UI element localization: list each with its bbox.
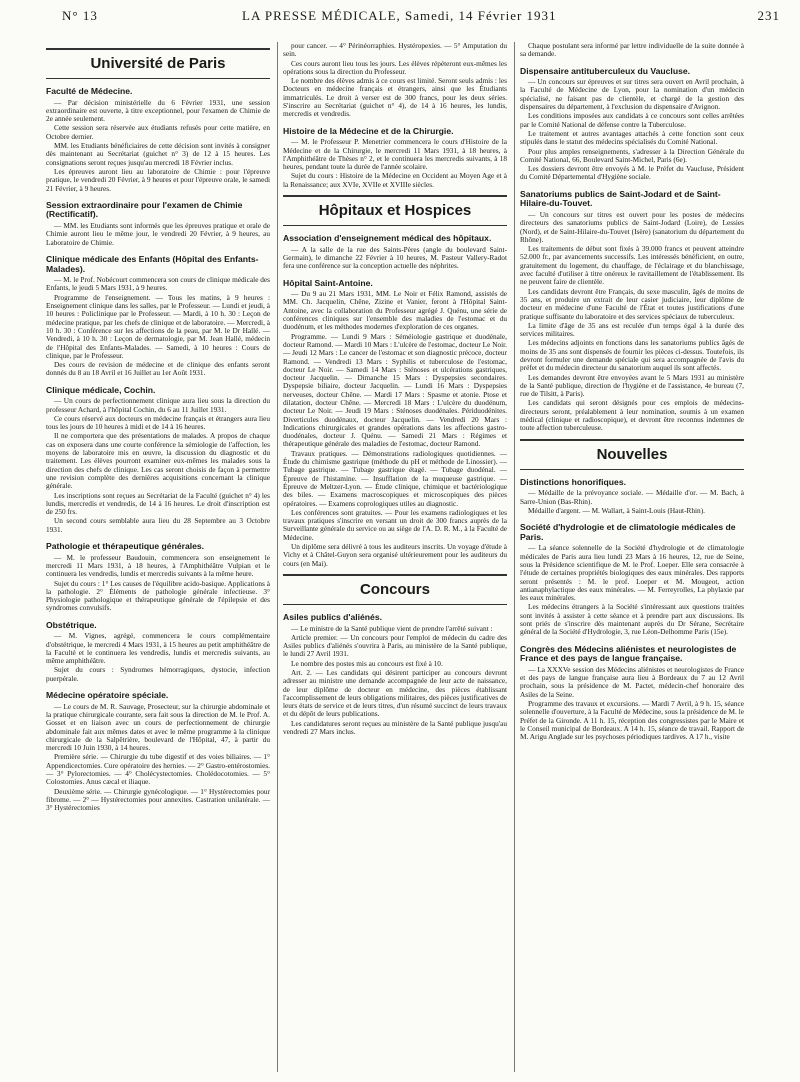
article-paragraph: — MM. les Etudiants sont informés que les épreuves pratique et orale de Chimie auront lieu le même jour, le vendredi 20 Février, à 9 heures, au Laboratoire de Chimie. <box>46 221 270 247</box>
article-paragraph: Les dossiers devront être envoyés à M. le Préfet du Vaucluse, Président du Comité Départemental d'Hygiène sociale. <box>520 164 744 182</box>
continued-article <box>283 42 507 119</box>
article-paragraph: Les demandes devront être envoyées avant le 5 Mars 1931 au ministère de la Santé publique, direction de l'hygiène et de l'assistance, 4e bureau (7, rue de Tilsitt, à Paris). <box>520 372 744 399</box>
continued-article <box>520 42 744 59</box>
article <box>520 478 744 515</box>
article-paragraph: — La séance solennelle de la Société d'hydrologie et de climatologie médicales de Paris aura lieu lundi 23 Mars à 16 heures, 12, rue de Seine, sous la Présidence scientifique de M. le Prof. Loeper. Elle sera consacrée à l'étude de certaines propriétés biologiques des eaux minérales. Des rapports seront présentés : M. le prof. Loeper et M. Mougeot, action antianaphylactique des eaux minérales. — M. Ferreyrolles, La phylaxie par les eaux minérales. <box>520 543 744 603</box>
article-paragraph: Les traitements de début sont fixés à 39.000 francs et peuvent atteindre 52.000 fr., par avancements successifs. Les intéressés bénéficient, en outre, gratuitement du logement, du chauffage, de l'éclairage et du blanchissage, avec faculté d'utiliser à titre onéreux le ravitaillement de l'établissement. Ils ne peuvent faire de clientèle. <box>520 244 744 287</box>
article-heading: Sanatoriums publics de Saint-Jodard et de Saint-Hilaire-du-Touvet. <box>520 188 721 209</box>
article-paragraph: — Par décision ministérielle du 6 Février 1931, une session extraordinaire est ouverte, à titre exceptionnel, pour l'examen de Chimie de 2e année seulement. <box>46 97 270 124</box>
article-paragraph: — Un concours sur titres est ouvert pour les postes de médecins directeurs des sanatoriums publics de Saint-Jodard (Loire), de Lessies (Nord), et de Saint-Hilaire-du-Touvet (Isère) (sanatorium du département du Rhône). <box>520 209 744 244</box>
section-heading-nouvelles: Nouvelles <box>520 439 744 470</box>
column-rule <box>514 42 515 1072</box>
article-heading: Obstétrique. <box>46 619 97 630</box>
article <box>46 87 270 193</box>
article-paragraph: La limite d'âge de 35 ans est reculée d'un temps égal à la durée des services militaires. <box>520 320 744 339</box>
page-number-left: N° 13 <box>62 8 98 23</box>
article-paragraph: — A la salle de la rue des Saints-Pères (angle du boulevard Saint-Germain), le dimanche 22 Février à 10 heures, M. Pasteur Vallery-Radot fera une conférence sur la conception actuelle des néphrites. <box>283 244 507 271</box>
article-paragraph: Médaille d'argent. — M. Wallart, à Saint-Louis (Haut-Rhin). <box>528 505 705 515</box>
column-rule <box>277 42 278 1072</box>
article-paragraph: Article premier. — Un concours pour l'emploi de médecin du cadre des Asiles publics d'aliénés s'ouvrira à Paris, au ministère de la Santé publique, le lundi 27 Avril 1931. <box>283 632 507 659</box>
article <box>283 613 507 736</box>
article-heading: Faculté de Médecine. <box>46 86 133 96</box>
article <box>46 542 270 613</box>
article-paragraph: — M. le Professeur P. Menetrier commencera le cours d'Histoire de la Médecine et de la Chirurgie, le mercredi 11 Mars 1931, à 18 heures, à l'Amphithéâtre de Thèses n° 2, et le continuera les mercredis suivants, à 18 heures, pendant toute la durée de l'année scolaire. <box>283 137 507 172</box>
column-1 <box>46 42 270 1072</box>
article-paragraph: — La XXXVe session des Médecins aliénistes et neurologistes de France et des pays de langue française aura lieu à Bordeaux du 7 au 12 Avril prochain, sous la présidence de M. Pactet, médecin-chef honoraire des Asiles de la Seine. <box>520 664 744 699</box>
article-paragraph: Les médecins adjoints en fonctions dans les sanatoriums publics âgés de moins de 35 ans sont dispensés de fournir les pièces ci-dessus. Toutefois, ils devront formuler une demande spéciale qui sera accompagnée de l'avis du préfet et du médecin directeur du sanatorium auquel ils sont affectés. <box>520 338 744 373</box>
article-paragraph: Le nombre des postes mis au concours est fixé à 10. <box>291 658 443 668</box>
article-heading: Hôpital Saint-Antoine. <box>283 277 373 288</box>
article-paragraph: Ces cours auront lieu tous les jours. Les élèves répéteront eux-mêmes les opérations sous la direction du Professeur. <box>283 58 507 76</box>
article-paragraph: Des cours de revision de médecine et de clinique des enfants seront donnés du 8 au 18 Avril et 16 Juillet au 1er Août 1931. <box>46 360 270 378</box>
section-heading-hopitaux: Hôpitaux et Hospices <box>283 195 507 226</box>
journal-title: LA PRESSE MÉDICALE, Samedi, 14 Février 1931 <box>242 8 557 23</box>
article-heading: Dispensaire antituberculeux du Vaucluse. <box>520 65 691 76</box>
article-paragraph: — Le cours de M. R. Sauvage, Prosecteur, sur la chirurgie abdominale et la pratique chirurgicale courante, sera fait sous la direction de M. le Prof. A. Gosset et en liaison avec un cours de perfectionnement de chirurgie abdominale fait aux mêmes dates et avec le même programme à la clinique chirurgicale de la Salpêtrière, boulevard de l'Hôpital, 47, à partir du mercredi 10 Juin 1930, à 14 heures. <box>46 701 270 753</box>
article-heading: Pathologie et thérapeutique générales. <box>46 541 205 552</box>
article <box>520 67 744 182</box>
article-paragraph: — Médaille de la prévoyance sociale. — Médaille d'or. — M. Bach, à Sarre-Union (Bas-Rhin). <box>520 488 744 506</box>
article-paragraph: — M. le Prof. Nobécourt commencera son cours de clinique médicale des Enfants, le jeudi 5 Mars 1931, à 9 heures. <box>46 275 270 293</box>
article-paragraph: Un second cours semblable aura lieu du 28 Septembre au 3 Octobre 1931. <box>46 516 270 534</box>
article-paragraph: Programme des travaux et excursions. — Mardi 7 Avril, à 9 h. 15, séance solennelle d'ouverture, à la Faculté de Médecine, sous la présidence de M. le Préfet de la Gironde. A 11 h. 15, réception des congressistes par le Maire et le Conseil municipal de Bordeaux. A 14 h. 15, séance de travail. Rapport de M. Arigu Anglade sur les psychoses périodiques tardives. A 17 h., visite <box>520 698 744 742</box>
article-list <box>283 234 507 568</box>
article-heading: Médecine opératoire spéciale. <box>46 690 169 701</box>
article <box>520 190 744 433</box>
article-paragraph: Les médecins étrangers à la Société s'intéressant aux questions traitées sont invités à assister à cette séance et à prendre part aux discussions. Ils sont priés de s'inscrire dès maintenant auprès du Dr Sérane, Secrétaire général de la Société d'Hydrologie, 3, rue Léon-Delhomme Paris (15e). <box>520 602 744 637</box>
article-paragraph: — M. le professeur Baudouin, commencera son enseignement le mercredi 11 Mars 1931, à 18 heures, à l'Amphithéâtre Vulpian et le continuera les vendredis, lundis et mercredis suivants à la même heure. <box>46 552 270 579</box>
article-paragraph: — Un cours de perfectionnement clinique aura lieu sous la direction du professeur Achard, à l'hôpital Cochin, du 6 au 11 Juillet 1931. <box>46 396 270 414</box>
article-paragraph: Travaux pratiques. — Démonstrations radiologiques quotidiennes. — Étude du chimisme gastrique (méthode du pH et méthode de Linossier). — Tubage gastrique. — Tubage gastrique étagé. — Tubage duodénal. — Épreuve de l'histamine. — Insufflation de la muqueuse gastrique. — Épreuve de Meltzer-Lyon. — Étude clinique, chimique et bactériologique des biles. — Examens macroscopiques et microscopiques des pièces opératoires. — Examens coprologiques utiles au diagnostic. <box>283 448 507 508</box>
article-paragraph: Chaque postulant sera informé par lettre individuelle de la suite donnée à sa demande. <box>520 42 744 59</box>
article-list <box>520 67 744 433</box>
article-paragraph: — Le ministre de la Santé publique vient de prendre l'arrêté suivant : <box>291 623 493 633</box>
article-paragraph: Pour plus amples renseignements, s'adresser à la Direction Générale du Comité National, 66, Boulevard Saint-Michel, Paris (6e). <box>520 146 744 164</box>
running-header <box>62 8 780 26</box>
article <box>520 523 744 636</box>
article-paragraph: MM. les Etudiants bénéficiaires de cette décision sont invités à consigner dès maintenant au Secrétariat (guichet n° 3) de 12 à 15 heures. Les consignations seront reçues jusqu'au mercredi 18 Février inclus. <box>46 141 270 167</box>
article <box>46 255 270 378</box>
column-2 <box>283 42 507 1072</box>
article-heading: Société d'hydrologie et de climatologie médicales de Paris. <box>520 522 736 542</box>
article-paragraph: Les conditions imposées aux candidats à ce concours sont celles arrêtées par le Comité National de défense contre la Tuberculose. <box>520 111 744 129</box>
article-paragraph: Les inscriptions sont reçues au Secrétariat de la Faculté (guichet n° 4) les lundis, mercredis et vendredis, de 14 à 16 heures. Le droit d'inscription est de 250 frs. <box>46 490 270 517</box>
article-paragraph: Il ne comportera que des présentations de malades. A propos de chaque cas on exposera dans une courte conférence la sémiologie de l'affection, les moyens de laboratoire mis en œuvre, la discussion du diagnostic et du traitement. Les élèves pourront examiner eux-mêmes les malades sous la direction des chefs de clinique. Les cas seront choisis de façon à permettre une revision complète des dernières acquisitions concernant la clinique générale. <box>46 431 270 491</box>
article-paragraph: Un diplôme sera délivré à tous les auditeurs inscrits. Un voyage d'étude à Vichy et à Châtel-Guyon sera organisé ultérieurement pour les auditeurs du cours (en Mai). <box>283 542 507 568</box>
article-paragraph: Les épreuves auront lieu au laboratoire de Chimie : pour l'épreuve pratique, le vendredi 20 Février, à 9 heures et pour l'épreuve orale, le samedi 21 Février, à 9 heures. <box>46 166 270 193</box>
article-heading: Congrès des Médecins aliénistes et neurologistes de France et des pays de langue française. <box>520 643 737 664</box>
article <box>46 386 270 534</box>
article-paragraph: — Du 9 au 21 Mars 1931, MM. Le Noir et Félix Ramond, assistés de MM. Ch. Jacquelin, Chêne, Zizine et Vanier, feront à l'Hôpital Saint-Antoine, avec la collaboration du Professeur agrégé J. Quénu, une série de conférences cliniques sur l'ensemble des maladies de l'estomac et du duodénum, et les méthodes modernes d'exploration de ces organes. <box>283 289 507 332</box>
article-paragraph: pour cancer. — 4° Périnéorraphies. Hystéropexies. — 5° Amputation du sein. <box>283 42 507 59</box>
article-paragraph: Les candidats qui seront désignés pour ces emplois de médecins-directeurs seront, préalablement à leur nomination, soumis à un examen médical (clinique et radioscopique), et devront être reconnus indemnes de toute affection tuberculeuse. <box>520 398 744 433</box>
article-list <box>283 613 507 736</box>
article-paragraph: Les conférences sont gratuites. — Pour les examens radiologiques et les travaux pratiques s'inscrire en versant un droit de 300 francs auprès de la Surveillante générale du service ou au siège de l'A. D. R. M., à la Faculté de Médecine. <box>283 507 507 542</box>
article <box>46 691 270 812</box>
article-heading: Histoire de la Médecine et de la Chirurgie. <box>283 125 454 136</box>
article-heading: Distinctions honorifiques. <box>520 476 626 487</box>
article-heading: Session extraordinaire pour l'examen de Chimie (Rectificatif). <box>46 199 243 220</box>
article-paragraph: Le nombre des élèves admis à ce cours est limité. Seront seuls admis : les Docteurs en médecine français et étrangers, ainsi que les Étudiants immatriculés. Le droit à verser est de 300 francs, pour les deux séries. S'inscrire au Secrétariat (guichet n° 4), de 14 à 16 heures, les lundis, mercredis et vendredis. <box>283 76 507 119</box>
article-paragraph: Art. 2. — Les candidats qui désirent participer au concours devront adresser au ministre une demande accompagnée de leur acte de naissance, de leur diplôme de docteur en médecine, des pièces établissant l'accomplissement de leurs obligations militaires, des pièces justificatives de leurs états de service et de leurs titres, d'un résumé succinct de leurs travaux et du dépôt de leurs publications. <box>283 668 507 719</box>
article-paragraph: — M. Vignes, agrégé, commencera le cours complémentaire d'obstétrique, le mercredi 4 Mars 1931, à 15 heures au petit amphithéâtre de la Faculté et le continuera les vendredis, lundis et mercredis suivants, au même amphithéâtre. <box>46 631 270 666</box>
section-heading-concours: Concours <box>283 574 507 605</box>
article-paragraph: Programme. — Lundi 9 Mars : Séméiologie gastrique et duodénale, docteur Ramond. — Mardi 10 Mars : L'ulcère de l'estomac, docteur Le Noir. — Jeudi 12 Mars : Le cancer de l'estomac et son diagnostic précoce, docteur Ramond. — Vendredi 13 Mars : Syphilis et tuberculose de l'estomac, docteur Le Noir. — Samedi 14 Mars : Sténoses et ulcérations gastriques, docteur Jacquelin. — Dimanche 15 Mars : Dyspepsies secondaires. Dyspepsie biliaire, docteur Jacquelin. — Lundi 16 Mars : Dyspepsies nerveuses, docteur Chêne. — Mardi 17 Mars : Spasme et atonie. Ptose et dilatation, docteur Chêne. — Mercredi 18 Mars : L'ulcère du duodénum, docteur Le Noir. — Jeudi 19 Mars : Sténoses duodénales. Périduodénites. Diverticules duodénaux, docteur Jacquelin. — Vendredi 20 Mars : Indications chirurgicales et grandes opérations dans les affections gastro-duodénales, docteur J. Quénu. — Samedi 21 Mars : Régimes et thérapeutique générale des maladies de l'estomac, docteur Ramond. <box>283 331 507 449</box>
article-paragraph: Les candidats devront être Français, du sexe masculin, âgés de moins de 35 ans, et produire un extrait de leur casier judiciaire, leur diplôme de docteur en médecine d'une Faculté de l'État et toutes justifications d'une pratique suffisante du laboratoire et des services spéciaux de tuberculeux. <box>520 286 744 321</box>
article-heading: Association d'enseignement médical des hôpitaux. <box>283 233 492 244</box>
article-heading: Clinique médicale, Cochin. <box>46 384 156 395</box>
section-heading-universite: Université de Paris <box>46 48 270 79</box>
article <box>283 279 507 568</box>
article-list <box>46 87 270 813</box>
article <box>46 201 270 247</box>
article-paragraph: Les candidatures seront reçues au ministère de la Santé publique jusqu'au vendredi 27 Mars inclus. <box>283 718 507 737</box>
article-paragraph: Ce cours réservé aux docteurs en médecine français et étrangers aura lieu tous les jours de 10 heures à midi et de 14 à 16 heures. <box>46 413 270 432</box>
article-paragraph: Première série. — Chirurgie du tube digestif et des voies biliaires. — 1° Appendicectomies. Cure opératoire des hernies. — 2° Gastro-entérostomies. — 3° Pylorectomies. — 4° Cholécystectomies. Cholédocotomies. — 5° Colostomies. Anus cæcal et iliaque. <box>46 752 270 787</box>
article-paragraph: — Un concours sur épreuves et sur titres sera ouvert en Avril prochain, à la Faculté de Médecine de Lyon, pour la nomination d'un médecin spécialisé, ne faisant pas de clientèle, et chargé de la gestion des dispensaires du département, à l'exclusion du dispensaire d'Avignon. <box>520 77 744 112</box>
column-3 <box>520 42 744 1072</box>
article <box>283 234 507 270</box>
article <box>46 621 270 683</box>
article-heading: Clinique médicale des Enfants (Hôpital des Enfants-Malades). <box>46 253 259 274</box>
article-paragraph: Cette session sera réservée aux étudiants refusés pour cette matière, en Octobre dernier. <box>46 123 270 141</box>
article <box>520 645 744 742</box>
page-number-right: 231 <box>757 8 780 23</box>
article-heading: Asiles publics d'aliénés. <box>283 611 383 622</box>
article-body <box>283 138 507 189</box>
article-paragraph: Sujet du cours : Histoire de la Médecine en Occident au Moyen Age et à la Renaissance; aux XVIe, XVIIe et XVIIIe siècles. <box>283 171 507 189</box>
article-list <box>520 478 744 742</box>
article-paragraph: Sujet du cours : Syndromes hémorragiques, dystocie, infection puerpérale. <box>46 665 270 683</box>
article-paragraph: Sujet du cours : 1° Les causes de l'équilibre acido-basique. Applications à la pathologie. 2° Éléments de pathologie générale infectieuse. 3° Physiologie pathologique et thérapeutique générale de l'épilepsie et des syndromes convulsifs. <box>46 578 270 613</box>
article-paragraph: Programme de l'enseignement. — Tous les matins, à 9 heures : Enseignement clinique dans les salles, par le Professeur. — Lundi et jeudi, à 10 heures : Policlinique par le Professeur. — Mardi, à 10 h. 30 : Leçon de médecine pratique, par les chefs de clinique et de laboratoire. — Mercredi, à 10 h. 30 : Conférence sur les affections de la peau, par M. le Dr Hallé. — Vendredi, à 10 h. 30 : Leçon de dermatologie, par M. Jean Hallé, médecin de l'Hôpital des Enfants-Malades. — Samedi, à 10 heures : Cours de clinique, par le Professeur. <box>46 292 270 360</box>
article-paragraph: Deuxième série. — Chirurgie gynécologique. — 1° Hystérectomies pour fibrome. — 2° — Hystérectomies pour annexites. Castration unilatérale. — 3° Hystérectomies <box>46 786 270 813</box>
article-paragraph: Le traitement et autres avantages attachés à cette fonction sont ceux stipulés dans le statut des médecins spécialisés du Comité National. <box>520 128 744 147</box>
